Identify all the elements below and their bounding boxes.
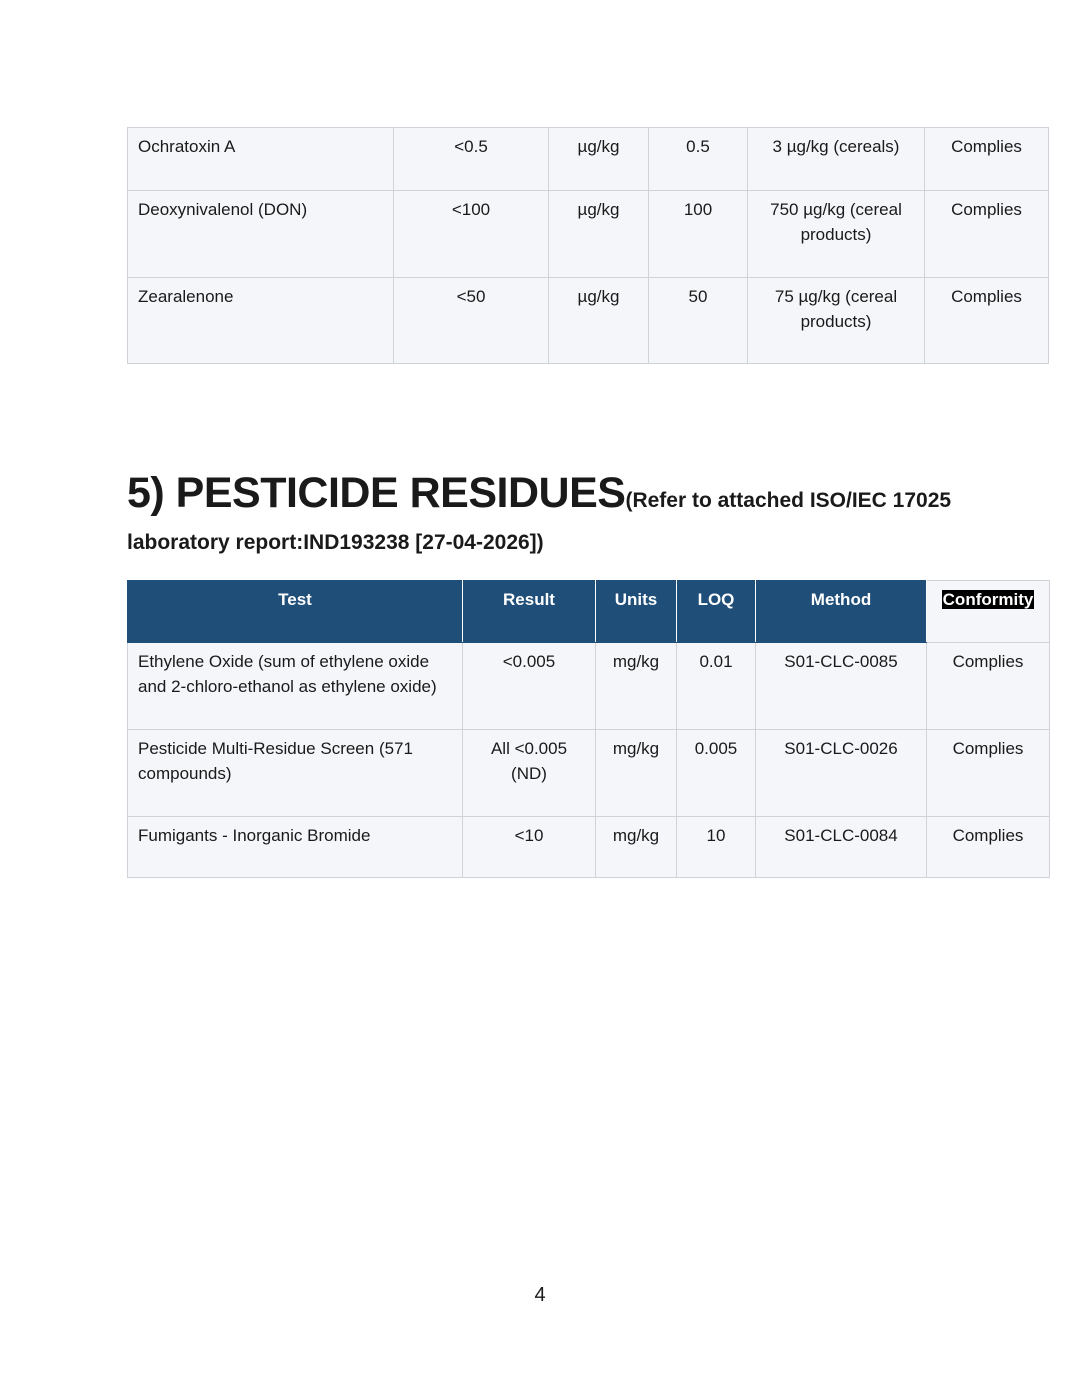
method-cell: S01-CLC-0026 [756, 730, 927, 817]
table-row [128, 278, 1049, 364]
test-name-cell: Fumigants - Inorganic Bromide [128, 817, 463, 878]
units-cell: mg/kg [596, 817, 677, 878]
section-heading [127, 466, 1027, 558]
pesticide-table [127, 580, 1050, 878]
loq-cell: 0.01 [677, 643, 756, 730]
header-test: Test [128, 581, 463, 643]
result-cell: All <0.005 (ND) [463, 730, 596, 817]
limit-cell: 3 µg/kg (cereals) [748, 128, 925, 191]
test-name-cell: Pesticide Multi-Residue Screen (571 compounds) [128, 730, 463, 817]
test-name-cell: Ochratoxin A [128, 128, 394, 191]
header-conformity-label: Conformity [942, 590, 1034, 609]
limit-cell: 750 µg/kg (cereal products) [748, 191, 925, 278]
table-row [128, 817, 1050, 878]
section-subtitle-line2: laboratory report:IND193238 [27-04-2026]) [127, 531, 544, 554]
loq-cell: 0.005 [677, 730, 756, 817]
header-conformity [927, 581, 1050, 643]
conformity-cell: Complies [927, 730, 1050, 817]
units-cell: mg/kg [596, 643, 677, 730]
result-cell: <0.005 [463, 643, 596, 730]
table-header-row [128, 581, 1050, 643]
units-cell: µg/kg [549, 191, 649, 278]
test-name-cell: Zearalenone [128, 278, 394, 364]
table-row [128, 128, 1049, 191]
units-cell: µg/kg [549, 128, 649, 191]
test-name-cell: Ethylene Oxide (sum of ethylene oxide and 2-chloro-ethanol as ethylene oxide) [128, 643, 463, 730]
method-cell: S01-CLC-0085 [756, 643, 927, 730]
conformity-cell: Complies [925, 191, 1049, 278]
result-cell: <50 [394, 278, 549, 364]
conformity-cell: Complies [925, 128, 1049, 191]
header-result: Result [463, 581, 596, 643]
loq-cell: 100 [649, 191, 748, 278]
limit-cell: 75 µg/kg (cereal products) [748, 278, 925, 364]
result-cell: <10 [463, 817, 596, 878]
table-row [128, 643, 1050, 730]
header-method: Method [756, 581, 927, 643]
loq-cell: 50 [649, 278, 748, 364]
result-cell: <0.5 [394, 128, 549, 191]
header-loq: LOQ [677, 581, 756, 643]
conformity-cell: Complies [925, 278, 1049, 364]
table-row [128, 191, 1049, 278]
test-name-cell: Deoxynivalenol (DON) [128, 191, 394, 278]
result-cell: <100 [394, 191, 549, 278]
loq-cell: 10 [677, 817, 756, 878]
loq-cell: 0.5 [649, 128, 748, 191]
conformity-cell: Complies [927, 817, 1050, 878]
units-cell: mg/kg [596, 730, 677, 817]
conformity-cell: Complies [927, 643, 1050, 730]
units-cell: µg/kg [549, 278, 649, 364]
table-row [128, 730, 1050, 817]
section-title: 5) PESTICIDE RESIDUES [127, 469, 626, 517]
header-units: Units [596, 581, 677, 643]
section-subtitle: (Refer to attached ISO/IEC 17025 [625, 489, 952, 512]
mycotoxin-table [127, 127, 1049, 364]
page-number: 4 [534, 1284, 546, 1306]
method-cell: S01-CLC-0084 [756, 817, 927, 878]
